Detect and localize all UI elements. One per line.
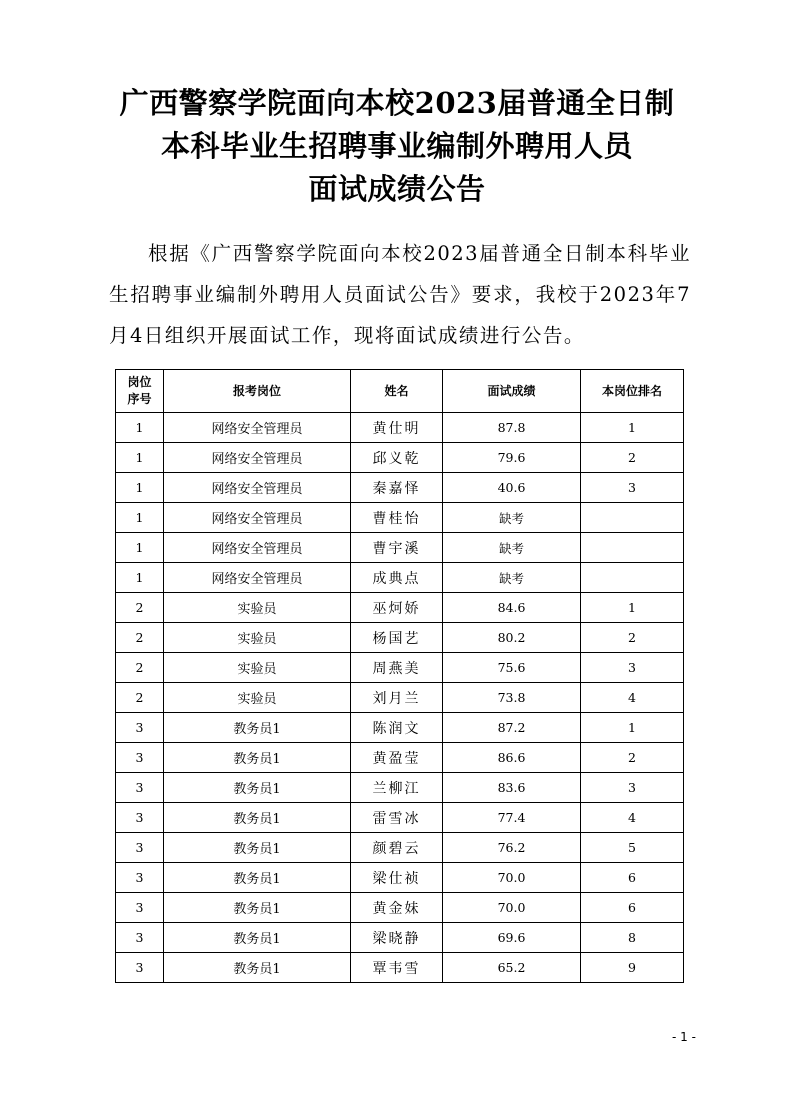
table-row [116,413,684,443]
table-row [116,743,684,773]
seq-cell: 3 [116,953,164,983]
seq-cell: 3 [116,923,164,953]
position-cell: 网络安全管理员 [164,503,351,533]
table-row [116,503,684,533]
position-cell: 网络安全管理员 [164,563,351,593]
name-cell: 黄仕明 [351,413,443,443]
rank-cell: 1 [581,593,684,623]
title-line-3: 面试成绩公告 [308,172,486,206]
rank-cell: 3 [581,473,684,503]
position-cell: 实验员 [164,653,351,683]
position-cell: 实验员 [164,623,351,653]
seq-cell: 3 [116,833,164,863]
table-row [116,923,684,953]
score-cell: 86.6 [443,743,581,773]
seq-cell: 2 [116,653,164,683]
table-row [116,833,684,863]
seq-cell: 1 [116,473,164,503]
seq-cell: 1 [116,533,164,563]
rank-cell: 6 [581,893,684,923]
score-cell: 缺考 [443,503,581,533]
rank-cell: 9 [581,953,684,983]
position-cell: 教务员1 [164,743,351,773]
position-cell: 教务员1 [164,773,351,803]
table-row [116,473,684,503]
rank-cell: 2 [581,443,684,473]
rank-cell [581,503,684,533]
intro-paragraph: 根据《广西警察学院面向本校2023届普通全日制本科毕业生招聘事业编制外聘用人员面试公告》要求，我校于2023年7月4日组织开展面试工作，现将面试成绩进行公告。 [109,242,691,347]
table-row [116,713,684,743]
score-cell: 87.8 [443,413,581,443]
header-position: 报考岗位 [164,370,351,413]
score-cell: 79.6 [443,443,581,473]
rank-cell: 4 [581,803,684,833]
name-cell: 梁晓静 [351,923,443,953]
seq-cell: 1 [116,563,164,593]
name-cell: 黄盈莹 [351,743,443,773]
name-cell: 邱义乾 [351,443,443,473]
position-cell: 教务员1 [164,953,351,983]
title-line-2: 本科毕业生招聘事业编制外聘用人员 [160,129,633,163]
position-cell: 教务员1 [164,893,351,923]
score-cell: 73.8 [443,683,581,713]
name-cell: 雷雪冰 [351,803,443,833]
table-row [116,533,684,563]
score-cell: 69.6 [443,923,581,953]
interview-score-table [115,369,684,983]
position-cell: 网络安全管理员 [164,473,351,503]
score-cell: 65.2 [443,953,581,983]
score-cell: 75.6 [443,653,581,683]
name-cell: 巫炣娇 [351,593,443,623]
document-title [60,82,734,211]
table-row [116,623,684,653]
rank-cell: 5 [581,833,684,863]
seq-cell: 3 [116,863,164,893]
seq-cell: 1 [116,443,164,473]
table-row [116,443,684,473]
seq-cell: 2 [116,593,164,623]
seq-cell: 1 [116,503,164,533]
score-cell: 84.6 [443,593,581,623]
seq-cell: 2 [116,683,164,713]
rank-cell: 8 [581,923,684,953]
table-row [116,563,684,593]
score-cell: 70.0 [443,893,581,923]
name-cell: 曹桂怡 [351,503,443,533]
rank-cell: 1 [581,413,684,443]
position-cell: 教务员1 [164,713,351,743]
position-cell: 教务员1 [164,923,351,953]
position-cell: 教务员1 [164,833,351,863]
header-seq-line1: 岗位 [127,375,152,389]
name-cell: 陈润文 [351,713,443,743]
score-cell: 83.6 [443,773,581,803]
seq-cell: 3 [116,743,164,773]
score-cell: 40.6 [443,473,581,503]
position-cell: 网络安全管理员 [164,413,351,443]
score-cell: 87.2 [443,713,581,743]
rank-cell: 2 [581,623,684,653]
name-cell: 成典点 [351,563,443,593]
score-cell: 76.2 [443,833,581,863]
seq-cell: 3 [116,713,164,743]
header-rank: 本岗位排名 [581,370,684,413]
table-row [116,773,684,803]
position-cell: 实验员 [164,593,351,623]
score-cell: 80.2 [443,623,581,653]
score-cell: 70.0 [443,863,581,893]
header-seq-line2: 序号 [127,392,152,406]
name-cell: 杨国艺 [351,623,443,653]
table-header-row [116,370,684,413]
position-cell: 网络安全管理员 [164,533,351,563]
rank-cell: 4 [581,683,684,713]
table-row [116,683,684,713]
seq-cell: 3 [116,803,164,833]
rank-cell: 1 [581,713,684,743]
name-cell: 刘月兰 [351,683,443,713]
seq-cell: 3 [116,773,164,803]
rank-cell [581,563,684,593]
seq-cell: 2 [116,623,164,653]
page-number: - 1 - [672,1030,696,1044]
name-cell: 秦嘉怿 [351,473,443,503]
seq-cell: 1 [116,413,164,443]
table-row [116,593,684,623]
position-cell: 网络安全管理员 [164,443,351,473]
position-cell: 教务员1 [164,803,351,833]
table-row [116,653,684,683]
table-body [116,413,684,983]
score-cell: 77.4 [443,803,581,833]
position-cell: 教务员1 [164,863,351,893]
position-cell: 实验员 [164,683,351,713]
title-line-1: 广西警察学院面向本校2023届普通全日制 [119,86,675,120]
header-score: 面试成绩 [443,370,581,413]
rank-cell: 2 [581,743,684,773]
rank-cell: 3 [581,773,684,803]
name-cell: 梁仕祯 [351,863,443,893]
name-cell: 兰柳江 [351,773,443,803]
name-cell: 黄金妹 [351,893,443,923]
name-cell: 颜碧云 [351,833,443,863]
table-row [116,863,684,893]
header-name: 姓名 [351,370,443,413]
table-row [116,953,684,983]
table-row [116,893,684,923]
seq-cell: 3 [116,893,164,923]
rank-cell: 6 [581,863,684,893]
name-cell: 曹宇溪 [351,533,443,563]
rank-cell: 3 [581,653,684,683]
name-cell: 覃韦雪 [351,953,443,983]
table-row [116,803,684,833]
score-cell: 缺考 [443,533,581,563]
score-cell: 缺考 [443,563,581,593]
rank-cell [581,533,684,563]
name-cell: 周燕美 [351,653,443,683]
header-seq [116,370,164,413]
